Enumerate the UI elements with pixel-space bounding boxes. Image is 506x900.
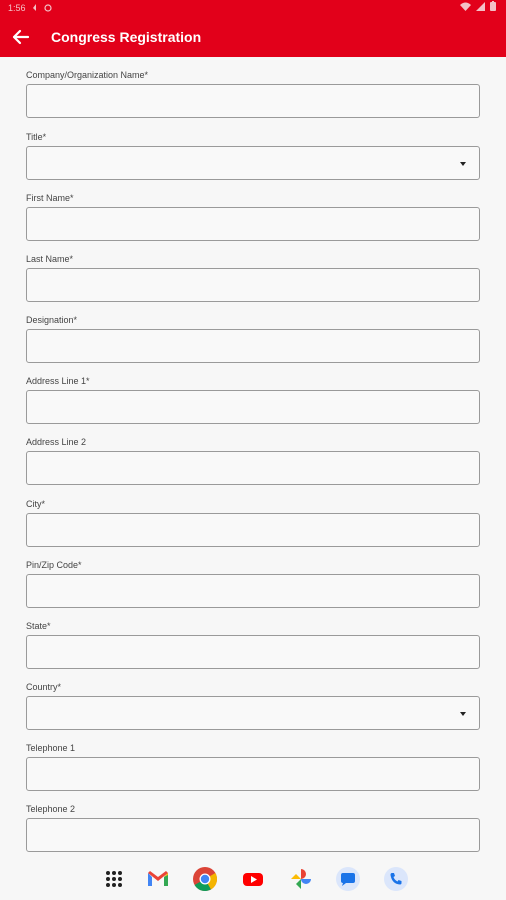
field-label: First Name* — [26, 193, 74, 203]
status-bar — [0, 0, 506, 16]
field-label: Last Name* — [26, 254, 74, 264]
app-dock — [0, 860, 506, 900]
field-label: Title* — [26, 132, 47, 142]
field-label: Telephone 2 — [26, 804, 76, 814]
field-telephone-2 — [0, 804, 506, 865]
telephone-1-input[interactable] — [26, 757, 480, 791]
messages-icon[interactable] — [335, 866, 361, 892]
field-label: City* — [26, 499, 46, 509]
app-drawer-icon[interactable] — [101, 866, 127, 892]
status-time: 1:56 — [8, 3, 26, 13]
pin-zip-input[interactable] — [26, 574, 480, 608]
title-select[interactable] — [26, 146, 480, 180]
battery-icon — [490, 1, 496, 11]
field-pin — [0, 560, 506, 621]
field-company — [0, 70, 506, 131]
chevron-down-icon — [460, 162, 466, 166]
field-last-name — [0, 254, 506, 315]
field-address-1 — [0, 376, 506, 437]
field-first-name — [0, 193, 506, 254]
last-name-input[interactable] — [26, 268, 480, 302]
wifi-icon — [460, 2, 471, 11]
field-telephone-1 — [0, 743, 506, 804]
field-label: Designation* — [26, 315, 78, 325]
signal-icon — [476, 2, 485, 11]
first-name-input[interactable] — [26, 207, 480, 241]
photos-icon[interactable] — [288, 866, 314, 892]
field-title — [0, 132, 506, 193]
chrome-icon[interactable] — [192, 866, 218, 892]
company-input[interactable] — [26, 84, 480, 118]
page-title: Congress Registration — [51, 29, 202, 45]
field-city — [0, 499, 506, 560]
notification-icons — [32, 3, 54, 14]
field-label: Address Line 2 — [26, 437, 87, 447]
field-label: State* — [26, 621, 51, 631]
field-country — [0, 682, 506, 743]
country-select[interactable] — [26, 696, 480, 730]
address-line-2-input[interactable] — [26, 451, 480, 485]
field-address-2 — [0, 437, 506, 498]
field-designation — [0, 315, 506, 376]
field-label: Company/Organization Name* — [26, 70, 149, 80]
telephone-2-input[interactable] — [26, 818, 480, 852]
youtube-icon[interactable] — [240, 866, 266, 892]
field-label: Address Line 1* — [26, 376, 90, 386]
address-line-1-input[interactable] — [26, 390, 480, 424]
city-input[interactable] — [26, 513, 480, 547]
phone-icon[interactable] — [383, 866, 409, 892]
field-label: Telephone 1 — [26, 743, 76, 753]
designation-input[interactable] — [26, 329, 480, 363]
field-label: Country* — [26, 682, 62, 692]
gmail-icon[interactable] — [145, 866, 171, 892]
chevron-down-icon — [460, 712, 466, 716]
state-input[interactable] — [26, 635, 480, 669]
field-label: Pin/Zip Code* — [26, 560, 82, 570]
arrow-left-icon[interactable] — [10, 28, 32, 46]
app-bar — [0, 0, 506, 57]
field-state — [0, 621, 506, 682]
